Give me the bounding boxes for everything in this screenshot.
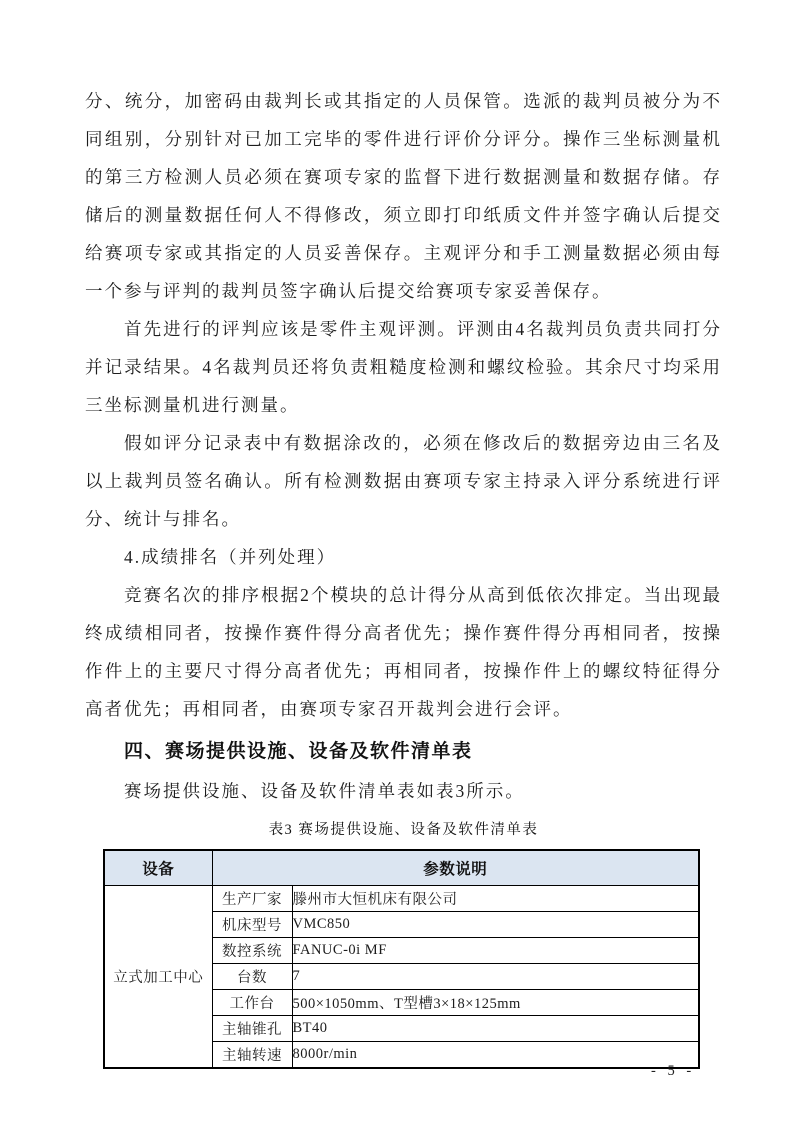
- table-header-row: [104, 850, 699, 886]
- param-name-cell: 主轴转速: [212, 1042, 292, 1069]
- equipment-table: [103, 849, 700, 1069]
- list-item-heading: 4.成绩排名（并列处理）: [124, 547, 337, 567]
- param-value-cell: BT40: [292, 1016, 699, 1042]
- body-paragraph: 首先进行的评判应该是零件主观评测。评测由4名裁判员负责共同打分并记录结果。4名裁判员还将负责粗糙度检测和螺纹检验。其余尺寸均采用三坐标测量机进行测量。: [85, 319, 722, 415]
- param-name-cell: 台数: [212, 964, 292, 990]
- equipment-name-cell: 立式加工中心: [104, 886, 212, 1069]
- param-name-cell: 生产厂家: [212, 886, 292, 912]
- param-name-cell: 主轴锥孔: [212, 1016, 292, 1042]
- header-cell-params: 参数说明: [212, 850, 699, 886]
- param-value-cell: 500×1050mm、T型槽3×18×125mm: [292, 990, 699, 1016]
- param-name-cell: 机床型号: [212, 912, 292, 938]
- document-body: [85, 82, 722, 1069]
- body-paragraph: 竞赛名次的排序根据2个模块的总计得分从高到低依次排定。当出现最终成绩相同者，按操作赛件得分高者优先；操作赛件得分再相同者，按操作件上的主要尺寸得分高者优先；再相同者，按操作件上的螺纹特征得分高者优先；再相同者，由赛项专家召开裁判会进行会评。: [85, 585, 722, 719]
- param-name-cell: 工作台: [212, 990, 292, 1016]
- body-paragraph: 假如评分记录表中有数据涂改的，必须在修改后的数据旁边由三名及以上裁判员签名确认。所有检测数据由赛项专家主持录入评分系统进行评分、统计与排名。: [85, 433, 722, 529]
- param-value-cell: 7: [292, 964, 699, 990]
- param-value-cell: FANUC-0i MF: [292, 938, 699, 964]
- param-name-cell: 数控系统: [212, 938, 292, 964]
- header-cell-device: 设备: [104, 850, 212, 886]
- section-heading: 四、赛场提供设施、设备及软件清单表: [124, 741, 473, 762]
- param-value-cell: 滕州市大恒机床有限公司: [292, 886, 699, 912]
- table-caption: 表3 赛场提供设施、设备及软件清单表: [268, 822, 539, 838]
- param-value-cell: VMC850: [292, 912, 699, 938]
- table-intro-line: 赛场提供设施、设备及软件清单表如表3所示。: [124, 781, 525, 801]
- table-row: [104, 886, 699, 912]
- body-paragraph: 分、统分，加密码由裁判长或其指定的人员保管。选派的裁判员被分为不同组别，分别针对已加工完毕的零件进行评价分评分。操作三坐标测量机的第三方检测人员必须在赛项专家的监督下进行数据测量和数据存储。存储后的测量数据任何人不得修改，须立即打印纸质文件并签字确认后提交给赛项专家或其指定的人员妥善保存。主观评分和手工测量数据必须由每一个参与评判的裁判员签字确认后提交给赛项专家妥善保存。: [85, 91, 722, 301]
- page-number: - 5 -: [651, 1063, 696, 1079]
- param-value-cell: 8000r/min: [292, 1042, 699, 1069]
